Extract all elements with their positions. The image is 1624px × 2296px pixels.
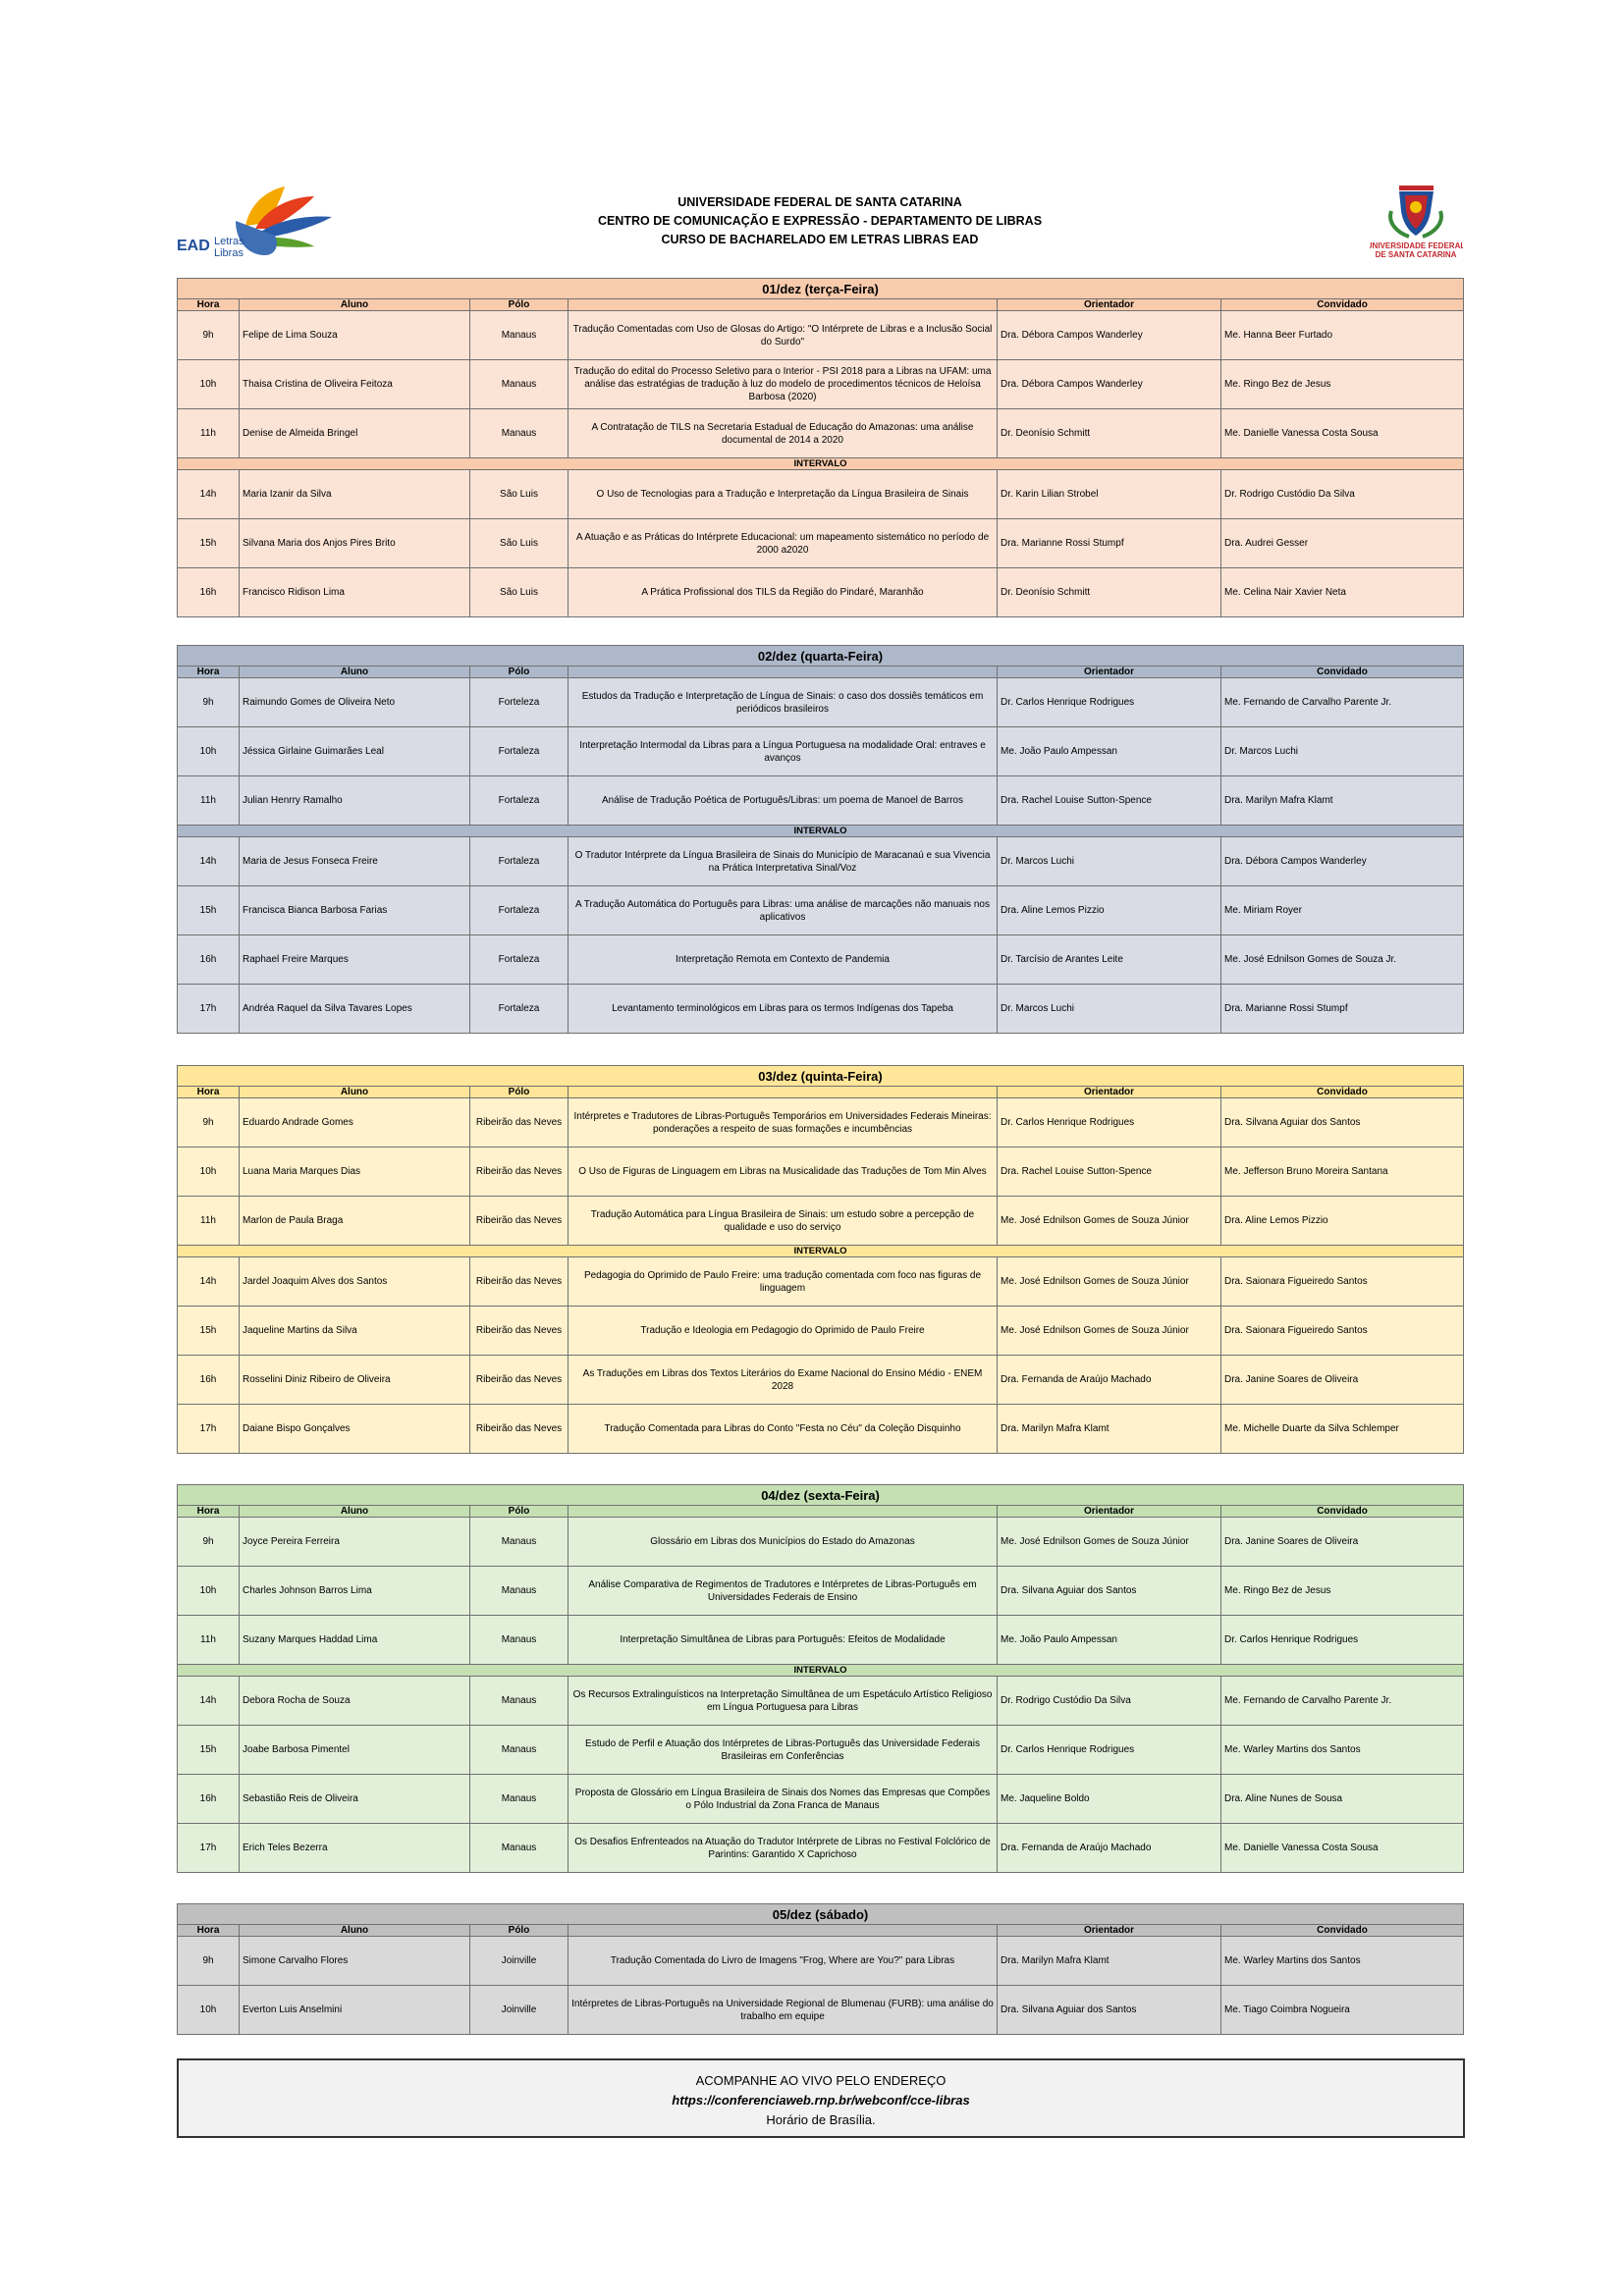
- column-header-convidado: Convidado: [1221, 1506, 1464, 1518]
- cell-orientador: Me. João Paulo Ampessan: [998, 1616, 1221, 1665]
- cell-polo: Forteleza: [470, 678, 568, 727]
- cell-aluno: Denise de Almeida Bringel: [240, 409, 470, 458]
- cell-orientador: Dra. Silvana Aguiar dos Santos: [998, 1567, 1221, 1616]
- cell-tema: Levantamento terminológicos em Libras para os termos Indígenas dos Tapeba: [568, 985, 998, 1034]
- column-header-hora: Hora: [178, 299, 240, 311]
- cell-hora: 14h: [178, 837, 240, 886]
- column-header-tema: [568, 1506, 998, 1518]
- cell-orientador: Dra. Marianne Rossi Stumpf: [998, 519, 1221, 568]
- cell-convidado: Dr. Carlos Henrique Rodrigues: [1221, 1616, 1464, 1665]
- cell-orientador: Dr. Deonísio Schmitt: [998, 409, 1221, 458]
- schedule-row: [178, 360, 1464, 409]
- cell-orientador: Dr. Deonísio Schmitt: [998, 568, 1221, 617]
- cell-aluno: Julian Henrry Ramalho: [240, 776, 470, 826]
- column-header-aluno: Aluno: [240, 1925, 470, 1937]
- cell-orientador: Dra. Marilyn Mafra Klamt: [998, 1937, 1221, 1986]
- cell-convidado: Me. Celina Nair Xavier Neta: [1221, 568, 1464, 617]
- cell-orientador: Dr. Carlos Henrique Rodrigues: [998, 1098, 1221, 1148]
- cell-hora: 9h: [178, 1937, 240, 1986]
- column-header-aluno: Aluno: [240, 667, 470, 678]
- cell-tema: Os Recursos Extralinguísticos na Interpretação Simultânea de um Espetáculo Artístico Religioso em Língua Portuguesa para Libras: [568, 1677, 998, 1726]
- column-header-polo: Pólo: [470, 1506, 568, 1518]
- cell-convidado: Me. Hanna Beer Furtado: [1221, 311, 1464, 360]
- cell-polo: Ribeirão das Neves: [470, 1356, 568, 1405]
- ead-letras-libras-logo: [177, 182, 339, 260]
- cell-hora: 9h: [178, 311, 240, 360]
- cell-aluno: Erich Teles Bezerra: [240, 1824, 470, 1873]
- day-schedule-table: [177, 1484, 1464, 1873]
- cell-tema: Interpretação Remota em Contexto de Pandemia: [568, 935, 998, 985]
- cell-aluno: Thaisa Cristina de Oliveira Feitoza: [240, 360, 470, 409]
- column-header-polo: Pólo: [470, 299, 568, 311]
- cell-hora: 10h: [178, 727, 240, 776]
- cell-aluno: Raphael Freire Marques: [240, 935, 470, 985]
- schedule-row: [178, 1257, 1464, 1307]
- timezone-note: Horário de Brasília.: [766, 2112, 876, 2127]
- column-header-tema: [568, 1925, 998, 1937]
- schedule-row: [178, 1726, 1464, 1775]
- interval-row: INTERVALO: [178, 1246, 1464, 1257]
- cell-hora: 9h: [178, 1518, 240, 1567]
- cell-tema: A Contratação de TILS na Secretaria Estadual de Educação do Amazonas: uma análise documental de 2014 a 2020: [568, 409, 998, 458]
- cell-aluno: Maria de Jesus Fonseca Freire: [240, 837, 470, 886]
- cell-tema: A Prática Profissional dos TILS da Região do Pindaré, Maranhão: [568, 568, 998, 617]
- cell-convidado: Dra. Marianne Rossi Stumpf: [1221, 985, 1464, 1034]
- cell-hora: 11h: [178, 409, 240, 458]
- cell-hora: 11h: [178, 776, 240, 826]
- cell-aluno: Jaqueline Martins da Silva: [240, 1307, 470, 1356]
- cell-convidado: Dr. Rodrigo Custódio Da Silva: [1221, 470, 1464, 519]
- page-header: [177, 182, 1463, 260]
- cell-hora: 10h: [178, 1148, 240, 1197]
- day-title: 04/dez (sexta-Feira): [178, 1485, 1464, 1506]
- schedule-row: [178, 1567, 1464, 1616]
- cell-polo: Manaus: [470, 1775, 568, 1824]
- cell-orientador: Dra. Débora Campos Wanderley: [998, 360, 1221, 409]
- cell-convidado: Me. Miriam Royer: [1221, 886, 1464, 935]
- column-header-aluno: Aluno: [240, 1506, 470, 1518]
- cell-aluno: Raimundo Gomes de Oliveira Neto: [240, 678, 470, 727]
- cell-tema: Análise Comparativa de Regimentos de Tradutores e Intérpretes de Libras-Português em Universidades Federais de Ensino: [568, 1567, 998, 1616]
- svg-text:UNIVERSIDADE FEDERAL: UNIVERSIDADE FEDERAL: [1370, 241, 1463, 250]
- cell-tema: O Tradutor Intérprete da Língua Brasileira de Sinais do Município de Maracanaú e sua Vivencia na Prática Interpretativa Sinal/Voz: [568, 837, 998, 886]
- cell-polo: Manaus: [470, 1726, 568, 1775]
- cell-tema: O Uso de Figuras de Linguagem em Libras na Musicalidade das Traduções de Tom Min Alves: [568, 1148, 998, 1197]
- cell-tema: Glossário em Libras dos Municípios do Estado do Amazonas: [568, 1518, 998, 1567]
- cell-hora: 11h: [178, 1616, 240, 1665]
- schedule-row: [178, 886, 1464, 935]
- cell-orientador: Me. Jaqueline Boldo: [998, 1775, 1221, 1824]
- schedule-row: [178, 1775, 1464, 1824]
- cell-polo: Manaus: [470, 1567, 568, 1616]
- cell-hora: 16h: [178, 1356, 240, 1405]
- cell-aluno: Jéssica Girlaine Guimarães Leal: [240, 727, 470, 776]
- cell-orientador: Dr. Tarcísio de Arantes Leite: [998, 935, 1221, 985]
- day-title: 02/dez (quarta-Feira): [178, 646, 1464, 667]
- column-header-hora: Hora: [178, 1925, 240, 1937]
- cell-convidado: Dra. Aline Nunes de Sousa: [1221, 1775, 1464, 1824]
- cell-orientador: Me. José Ednilson Gomes de Souza Júnior: [998, 1518, 1221, 1567]
- cell-orientador: Dra. Rachel Louise Sutton-Spence: [998, 776, 1221, 826]
- cell-hora: 9h: [178, 1098, 240, 1148]
- cell-convidado: Me. Tiago Coimbra Nogueira: [1221, 1986, 1464, 2035]
- cell-hora: 17h: [178, 1824, 240, 1873]
- cell-orientador: Dra. Débora Campos Wanderley: [998, 311, 1221, 360]
- cell-hora: 14h: [178, 1677, 240, 1726]
- cell-aluno: Suzany Marques Haddad Lima: [240, 1616, 470, 1665]
- cell-tema: A Tradução Automática do Português para Libras: uma análise de marcações não manuais nos aplicativos: [568, 886, 998, 935]
- cell-convidado: Dra. Aline Lemos Pizzio: [1221, 1197, 1464, 1246]
- schedule-row: [178, 1307, 1464, 1356]
- cell-orientador: Dr. Karin Lilian Strobel: [998, 470, 1221, 519]
- cell-aluno: Debora Rocha de Souza: [240, 1677, 470, 1726]
- cell-convidado: Dra. Saionara Figueiredo Santos: [1221, 1257, 1464, 1307]
- day-schedule-table: [177, 645, 1464, 1034]
- cell-orientador: Me. João Paulo Ampessan: [998, 727, 1221, 776]
- interval-row: INTERVALO: [178, 826, 1464, 837]
- cell-hora: 9h: [178, 678, 240, 727]
- day-title: 05/dez (sábado): [178, 1904, 1464, 1925]
- live-stream-footer: [177, 2058, 1465, 2138]
- day-title: 01/dez (terça-Feira): [178, 279, 1464, 299]
- cell-convidado: Me. Warley Martins dos Santos: [1221, 1726, 1464, 1775]
- schedule-row: [178, 409, 1464, 458]
- cell-orientador: Dra. Marilyn Mafra Klamt: [998, 1405, 1221, 1454]
- cell-tema: Análise de Tradução Poética de Português/Libras: um poema de Manoel de Barros: [568, 776, 998, 826]
- schedule-row: [178, 311, 1464, 360]
- cell-polo: Fortaleza: [470, 935, 568, 985]
- cell-hora: 16h: [178, 568, 240, 617]
- column-header-orientador: Orientador: [998, 667, 1221, 678]
- cell-aluno: Simone Carvalho Flores: [240, 1937, 470, 1986]
- cell-orientador: Dra. Rachel Louise Sutton-Spence: [998, 1148, 1221, 1197]
- column-header-convidado: Convidado: [1221, 1087, 1464, 1098]
- cell-convidado: Dra. Janine Soares de Oliveira: [1221, 1356, 1464, 1405]
- column-header-hora: Hora: [178, 667, 240, 678]
- cell-orientador: Me. José Ednilson Gomes de Souza Júnior: [998, 1197, 1221, 1246]
- cell-polo: Fortaleza: [470, 985, 568, 1034]
- cell-convidado: Me. Fernando de Carvalho Parente Jr.: [1221, 1677, 1464, 1726]
- cell-polo: São Luis: [470, 568, 568, 617]
- schedule-row: [178, 776, 1464, 826]
- column-header-convidado: Convidado: [1221, 667, 1464, 678]
- cell-aluno: Silvana Maria dos Anjos Pires Brito: [240, 519, 470, 568]
- cell-aluno: Everton Luis Anselmini: [240, 1986, 470, 2035]
- cell-hora: 14h: [178, 1257, 240, 1307]
- university-name: UNIVERSIDADE FEDERAL DE SANTA CATARINA: [677, 195, 962, 209]
- cell-hora: 15h: [178, 519, 240, 568]
- schedule-row: [178, 678, 1464, 727]
- svg-text:EAD: EAD: [177, 238, 210, 254]
- schedule-row: [178, 1616, 1464, 1665]
- cell-polo: Manaus: [470, 311, 568, 360]
- cell-polo: Ribeirão das Neves: [470, 1307, 568, 1356]
- cell-aluno: Charles Johnson Barros Lima: [240, 1567, 470, 1616]
- cell-hora: 16h: [178, 935, 240, 985]
- cell-convidado: Me. Jefferson Bruno Moreira Santana: [1221, 1148, 1464, 1197]
- cell-aluno: Felipe de Lima Souza: [240, 311, 470, 360]
- cell-aluno: Andréa Raquel da Silva Tavares Lopes: [240, 985, 470, 1034]
- cell-polo: Ribeirão das Neves: [470, 1197, 568, 1246]
- cell-aluno: Luana Maria Marques Dias: [240, 1148, 470, 1197]
- cell-tema: As Traduções em Libras dos Textos Literários do Exame Nacional do Ensino Médio - ENEM 2028: [568, 1356, 998, 1405]
- cell-tema: Interpretação Intermodal da Libras para a Língua Portuguesa na modalidade Oral: entraves e avanços: [568, 727, 998, 776]
- column-header-tema: [568, 299, 998, 311]
- cell-hora: 17h: [178, 1405, 240, 1454]
- schedule-row: [178, 1356, 1464, 1405]
- schedule-row: [178, 1937, 1464, 1986]
- cell-convidado: Dra. Silvana Aguiar dos Santos: [1221, 1098, 1464, 1148]
- schedule-row: [178, 1405, 1464, 1454]
- cell-convidado: Dra. Saionara Figueiredo Santos: [1221, 1307, 1464, 1356]
- column-header-aluno: Aluno: [240, 1087, 470, 1098]
- cell-orientador: Dr. Rodrigo Custódio Da Silva: [998, 1677, 1221, 1726]
- cell-polo: Fortaleza: [470, 837, 568, 886]
- header-titles: [373, 193, 1267, 249]
- cell-hora: 14h: [178, 470, 240, 519]
- schedule-row: [178, 837, 1464, 886]
- column-header-orientador: Orientador: [998, 1506, 1221, 1518]
- cell-tema: Tradução Automática para Língua Brasileira de Sinais: um estudo sobre a percepção de qualidade e uso do serviço: [568, 1197, 998, 1246]
- column-header-orientador: Orientador: [998, 1925, 1221, 1937]
- column-header-aluno: Aluno: [240, 299, 470, 311]
- cell-tema: Estudo de Perfil e Atuação dos Intérpretes de Libras-Português das Universidade Federais Brasileiras em Conferências: [568, 1726, 998, 1775]
- cell-polo: Joinville: [470, 1937, 568, 1986]
- course-name: CURSO DE BACHARELADO EM LETRAS LIBRAS EAD: [661, 233, 979, 246]
- cell-tema: Tradução Comentada do Livro de Imagens "Frog, Where are You?" para Libras: [568, 1937, 998, 1986]
- cell-convidado: Me. José Ednilson Gomes de Souza Jr.: [1221, 935, 1464, 985]
- cell-orientador: Dr. Marcos Luchi: [998, 837, 1221, 886]
- cell-hora: 10h: [178, 1986, 240, 2035]
- column-header-convidado: Convidado: [1221, 1925, 1464, 1937]
- schedule-row: [178, 1098, 1464, 1148]
- cell-tema: Proposta de Glossário em Língua Brasileira de Sinais dos Nomes das Empresas que Compões o Pólo Industrial da Zona Franca de Manaus: [568, 1775, 998, 1824]
- cell-tema: Tradução e Ideologia em Pedagogio do Oprimido de Paulo Freire: [568, 1307, 998, 1356]
- cell-aluno: Maria Izanir da Silva: [240, 470, 470, 519]
- cell-aluno: Joabe Barbosa Pimentel: [240, 1726, 470, 1775]
- cell-orientador: Dr. Carlos Henrique Rodrigues: [998, 678, 1221, 727]
- cell-tema: Estudos da Tradução e Interpretação de Língua de Sinais: o caso dos dossiês temáticos em periódicos brasileiros: [568, 678, 998, 727]
- cell-polo: Joinville: [470, 1986, 568, 2035]
- cell-polo: Manaus: [470, 1616, 568, 1665]
- cell-polo: Ribeirão das Neves: [470, 1257, 568, 1307]
- cell-hora: 11h: [178, 1197, 240, 1246]
- column-header-convidado: Convidado: [1221, 299, 1464, 311]
- schedule-row: [178, 935, 1464, 985]
- schedule-row: [178, 1824, 1464, 1873]
- cell-orientador: Dr. Carlos Henrique Rodrigues: [998, 1726, 1221, 1775]
- day-schedule-table: [177, 1903, 1464, 2035]
- cell-orientador: Me. José Ednilson Gomes de Souza Júnior: [998, 1307, 1221, 1356]
- schedule-row: [178, 1148, 1464, 1197]
- cell-polo: Ribeirão das Neves: [470, 1405, 568, 1454]
- column-header-tema: [568, 1087, 998, 1098]
- day-schedule-table: [177, 1065, 1464, 1454]
- schedule-row: [178, 1986, 1464, 2035]
- cell-hora: 10h: [178, 1567, 240, 1616]
- schedule-row: [178, 1197, 1464, 1246]
- cell-orientador: Dr. Marcos Luchi: [998, 985, 1221, 1034]
- cell-aluno: Francisco Ridison Lima: [240, 568, 470, 617]
- cell-hora: 15h: [178, 1726, 240, 1775]
- cell-aluno: Jardel Joaquim Alves dos Santos: [240, 1257, 470, 1307]
- column-header-hora: Hora: [178, 1087, 240, 1098]
- cell-convidado: Dra. Janine Soares de Oliveira: [1221, 1518, 1464, 1567]
- cell-orientador: Dra. Fernanda de Araújo Machado: [998, 1824, 1221, 1873]
- cell-hora: 15h: [178, 886, 240, 935]
- schedule-row: [178, 470, 1464, 519]
- cell-aluno: Rosselini Diniz Ribeiro de Oliveira: [240, 1356, 470, 1405]
- cell-tema: O Uso de Tecnologias para a Tradução e Interpretação da Língua Brasileira de Sinais: [568, 470, 998, 519]
- cell-tema: Intérpretes de Libras-Português na Universidade Regional de Blumenau (FURB): uma análise do trabalho em equipe: [568, 1986, 998, 2035]
- cell-polo: São Luis: [470, 470, 568, 519]
- cell-aluno: Francisca Bianca Barbosa Farias: [240, 886, 470, 935]
- interval-row: INTERVALO: [178, 458, 1464, 470]
- cell-orientador: Dra. Aline Lemos Pizzio: [998, 886, 1221, 935]
- column-header-tema: [568, 667, 998, 678]
- cell-tema: Intérpretes e Tradutores de Libras-Português Temporários em Universidades Federais Mineiras: ponderações a respeito de suas formações e incumbências: [568, 1098, 998, 1148]
- cell-orientador: Me. José Ednilson Gomes de Souza Júnior: [998, 1257, 1221, 1307]
- column-header-hora: Hora: [178, 1506, 240, 1518]
- cell-aluno: Marlon de Paula Braga: [240, 1197, 470, 1246]
- stream-url-link[interactable]: https://conferenciaweb.rnp.br/webconf/cce-libras: [672, 2093, 970, 2108]
- cell-tema: Pedagogia do Oprimido de Paulo Freire: uma tradução comentada com foco nas figuras de linguagem: [568, 1257, 998, 1307]
- cell-tema: Tradução Comentadas com Uso de Glosas do Artigo: "O Intérprete de Libras e a Inclusão Social do Surdo": [568, 311, 998, 360]
- schedule-row: [178, 568, 1464, 617]
- svg-text:DE SANTA CATARINA: DE SANTA CATARINA: [1375, 250, 1457, 259]
- cell-convidado: Me. Michelle Duarte da Silva Schlemper: [1221, 1405, 1464, 1454]
- cell-convidado: Me. Warley Martins dos Santos: [1221, 1937, 1464, 1986]
- cell-convidado: Dra. Débora Campos Wanderley: [1221, 837, 1464, 886]
- day-schedule-table: [177, 278, 1464, 617]
- cell-hora: 10h: [178, 360, 240, 409]
- department-name: CENTRO DE COMUNICAÇÃO E EXPRESSÃO - DEPARTAMENTO DE LIBRAS: [597, 214, 1043, 228]
- cell-polo: Manaus: [470, 360, 568, 409]
- cell-aluno: Daiane Bispo Gonçalves: [240, 1405, 470, 1454]
- column-header-orientador: Orientador: [998, 1087, 1221, 1098]
- cell-polo: Fortaleza: [470, 727, 568, 776]
- cell-polo: Ribeirão das Neves: [470, 1148, 568, 1197]
- schedule-row: [178, 519, 1464, 568]
- cell-convidado: Dra. Audrei Gesser: [1221, 519, 1464, 568]
- cell-tema: Os Desafios Enfrenteados na Atuação do Tradutor Intérprete de Libras no Festival Folclórico de Parintins: Garantido X Caprichoso: [568, 1824, 998, 1873]
- cell-polo: Fortaleza: [470, 776, 568, 826]
- column-header-polo: Pólo: [470, 1087, 568, 1098]
- cell-polo: Ribeirão das Neves: [470, 1098, 568, 1148]
- column-header-polo: Pólo: [470, 1925, 568, 1937]
- footer-heading: ACOMPANHE AO VIVO PELO ENDEREÇO: [695, 2073, 947, 2088]
- interval-row: INTERVALO: [178, 1665, 1464, 1677]
- cell-orientador: Dra. Fernanda de Araújo Machado: [998, 1356, 1221, 1405]
- cell-convidado: Me. Danielle Vanessa Costa Sousa: [1221, 1824, 1464, 1873]
- cell-tema: A Atuação e as Práticas do Intérprete Educacional: um mapeamento sistemático no período de 2000 a2020: [568, 519, 998, 568]
- cell-aluno: Sebastião Reis de Oliveira: [240, 1775, 470, 1824]
- cell-aluno: Eduardo Andrade Gomes: [240, 1098, 470, 1148]
- column-header-orientador: Orientador: [998, 299, 1221, 311]
- schedule-row: [178, 1677, 1464, 1726]
- cell-polo: Fortaleza: [470, 886, 568, 935]
- day-title: 03/dez (quinta-Feira): [178, 1066, 1464, 1087]
- svg-text:Letras: Letras: [214, 236, 244, 247]
- svg-text:Libras: Libras: [214, 247, 244, 259]
- ufsc-crest-logo: [1370, 182, 1463, 260]
- cell-hora: 17h: [178, 985, 240, 1034]
- cell-hora: 16h: [178, 1775, 240, 1824]
- cell-convidado: Me. Ringo Bez de Jesus: [1221, 1567, 1464, 1616]
- cell-polo: Manaus: [470, 409, 568, 458]
- cell-convidado: Me. Fernando de Carvalho Parente Jr.: [1221, 678, 1464, 727]
- cell-polo: Manaus: [470, 1824, 568, 1873]
- cell-convidado: Dr. Marcos Luchi: [1221, 727, 1464, 776]
- schedule-row: [178, 1518, 1464, 1567]
- cell-aluno: Joyce Pereira Ferreira: [240, 1518, 470, 1567]
- schedule-row: [178, 727, 1464, 776]
- cell-polo: São Luis: [470, 519, 568, 568]
- column-header-polo: Pólo: [470, 667, 568, 678]
- cell-hora: 15h: [178, 1307, 240, 1356]
- schedule-row: [178, 985, 1464, 1034]
- cell-polo: Manaus: [470, 1518, 568, 1567]
- cell-convidado: Me. Danielle Vanessa Costa Sousa: [1221, 409, 1464, 458]
- cell-convidado: Me. Ringo Bez de Jesus: [1221, 360, 1464, 409]
- cell-tema: Tradução Comentada para Libras do Conto "Festa no Céu" da Coleção Disquinho: [568, 1405, 998, 1454]
- cell-tema: Tradução do edital do Processo Seletivo para o Interior - PSI 2018 para a Libras na UFAM: uma análise das estratégias de tradução à luz do modelo de procedimentos técnicos de Heloísa Barbosa (2020): [568, 360, 998, 409]
- cell-orientador: Dra. Silvana Aguiar dos Santos: [998, 1986, 1221, 2035]
- cell-polo: Manaus: [470, 1677, 568, 1726]
- cell-convidado: Dra. Marilyn Mafra Klamt: [1221, 776, 1464, 826]
- cell-tema: Interpretação Simultânea de Libras para Português: Efeitos de Modalidade: [568, 1616, 998, 1665]
